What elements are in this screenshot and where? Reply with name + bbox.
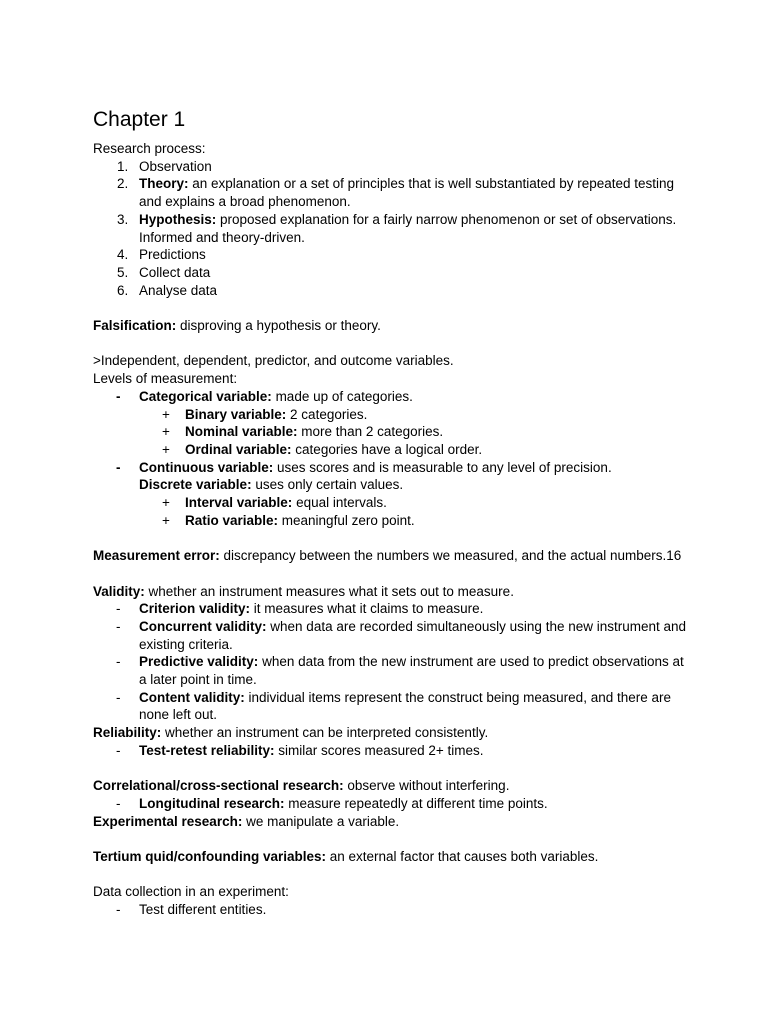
sub-list-item: + Binary variable: 2 categories. (93, 406, 693, 424)
list-item (93, 282, 693, 300)
term-hypothesis: Hypothesis: (139, 211, 217, 227)
list-number: 1. (117, 158, 129, 174)
list-item-continuous: - Continuous variable: uses scores and is measurable to any level of precision. (93, 459, 693, 477)
sub-list-item: + Ratio variable: meaningful zero point. (93, 512, 693, 530)
discrete-definition: Discrete variable: uses only certain values. (139, 477, 404, 493)
list-text: proposed explanation for a fairly narrow phenomenon or set of observations. Informed and theory-driven. (139, 211, 677, 245)
list-item: - Longitudinal research: measure repeatedly at different time points. (93, 795, 693, 813)
list-number: 3. (117, 211, 129, 227)
list-item: - Predictive validity: when data from the new instrument are used to predict observations at a later point in time. (93, 653, 693, 688)
list-item: - Content validity: individual items represent the construct being measured, and there are none left out. (93, 689, 693, 724)
bullet-marker: - (116, 618, 121, 634)
list-item (93, 211, 693, 246)
list-item (93, 158, 693, 176)
levels-intro: Levels of measurement: (93, 371, 238, 387)
chapter-heading: Chapter 1 (93, 108, 186, 131)
list-number: 5. (117, 264, 129, 280)
tertium-definition: Tertium quid/confounding variables: an external factor that causes both variables. (93, 849, 599, 865)
bullet-marker: - (116, 459, 121, 475)
list-item: - Test-retest reliability: similar scores measured 2+ times. (93, 742, 693, 760)
falsification-definition: Falsification: disproving a hypothesis or theory. (93, 318, 381, 334)
bullet-marker: - (116, 654, 121, 670)
list-text: Collect data (139, 264, 211, 280)
plus-marker: + (162, 406, 170, 422)
variables-line: >Independent, dependent, predictor, and outcome variables. (93, 353, 454, 369)
data-collection-intro: Data collection in an experiment: (93, 884, 289, 900)
plus-marker: + (162, 512, 170, 528)
bullet-marker: - (116, 795, 121, 811)
list-number: 4. (117, 247, 129, 263)
list-item: - Criterion validity: it measures what it claims to measure. (93, 600, 693, 618)
bullet-marker: - (116, 689, 121, 705)
list-number: 2. (117, 176, 129, 192)
research-steps-list (93, 158, 693, 300)
list-item (93, 246, 693, 264)
measurement-error-definition: Measurement error: discrepancy between the numbers we measured, and the actual numbers.16 (93, 548, 682, 564)
sub-list-item: + Ordinal variable: categories have a logical order. (93, 441, 693, 459)
bullet-marker: - (116, 388, 121, 404)
correlational-definition: Correlational/cross-sectional research: observe without interfering. (93, 778, 510, 794)
list-item-categorical: - Categorical variable: made up of categories. (93, 388, 693, 406)
list-item: - Test different entities. (93, 901, 693, 919)
validity-definition: Validity: whether an instrument measures what it sets out to measure. (93, 583, 514, 599)
list-number: 6. (117, 282, 129, 298)
bullet-marker: - (116, 601, 121, 617)
list-item (93, 264, 693, 282)
bullet-marker: - (116, 742, 121, 758)
list-text: Predictions (139, 247, 206, 263)
reliability-definition: Reliability: whether an instrument can be interpreted consistently. (93, 725, 489, 741)
list-text: Observation (139, 158, 212, 174)
list-text: Analyse data (139, 282, 218, 298)
bullet-marker: - (116, 902, 121, 918)
document-body (93, 140, 693, 919)
experimental-definition: Experimental research: we manipulate a variable. (93, 813, 400, 829)
term-theory: Theory: (139, 176, 189, 192)
list-item (93, 175, 693, 210)
sub-list-item: + Interval variable: equal intervals. (93, 494, 693, 512)
plus-marker: + (162, 441, 170, 457)
plus-marker: + (162, 424, 170, 440)
research-intro: Research process: (93, 141, 206, 156)
list-item: - Concurrent validity: when data are recorded simultaneously using the new instrument and existing criteria. (93, 618, 693, 653)
plus-marker: + (162, 495, 170, 511)
list-text: an explanation or a set of principles that is well substantiated by repeated testing and explains a broad phenomenon. (139, 176, 675, 210)
sub-list-item: + Nominal variable: more than 2 categories. (93, 423, 693, 441)
